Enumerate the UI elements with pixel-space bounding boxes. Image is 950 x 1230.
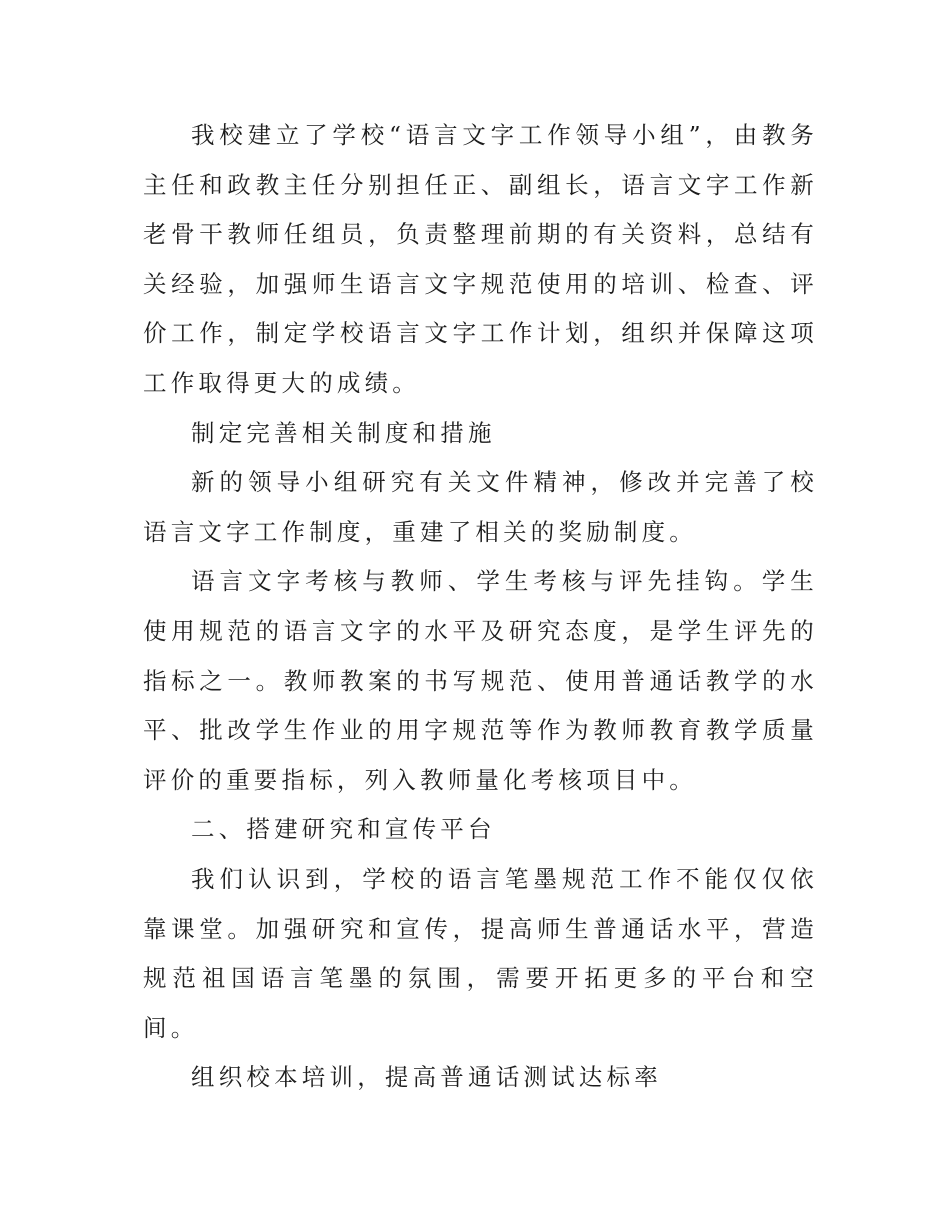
heading-rules-and-measures: 制定完善相关制度和措施 xyxy=(191,418,496,447)
heading-school-training: 组织校本培训，提高普通话测试达标率 xyxy=(191,1063,662,1092)
paragraph-research-publicity: 我们认识到，学校的语言笔墨规范工作不能仅仅依靠课堂。加强研究和宣传，提高师生普通话水平，营造规范祖国语言笔墨的氛围，需要开拓更多的平台和空间。 xyxy=(143,864,818,1042)
paragraph-new-group-rules: 新的领导小组研究有关文件精神，修改并完善了校语言文字工作制度，重建了相关的奖励制度。 xyxy=(143,468,818,546)
heading-research-platform: 二、搭建研究和宣传平台 xyxy=(191,815,496,844)
paragraph-assessment: 语言文字考核与教师、学生考核与评先挂钩。学生使用规范的语言文字的水平及研究态度，是学生评先的指标之一。教师教案的书写规范、使用普通话教学的水平、批改学生作业的用字规范等作为教师教育教学质量评价的重要指标，列入教师量化考核项目中。 xyxy=(143,567,818,794)
paragraph-leadership-group: 我校建立了学校“语言文字工作领导小组”，由教务主任和政教主任分别担任正、副组长，语言文字工作新老骨干教师任组员，负责整理前期的有关资料，总结有关经验，加强师生语言文字规范使用的培训、检查、评价工作，制定学校语言文字工作计划，组织并保障这项工作取得更大的成绩。 xyxy=(143,121,818,397)
document-body xyxy=(143,111,818,1103)
